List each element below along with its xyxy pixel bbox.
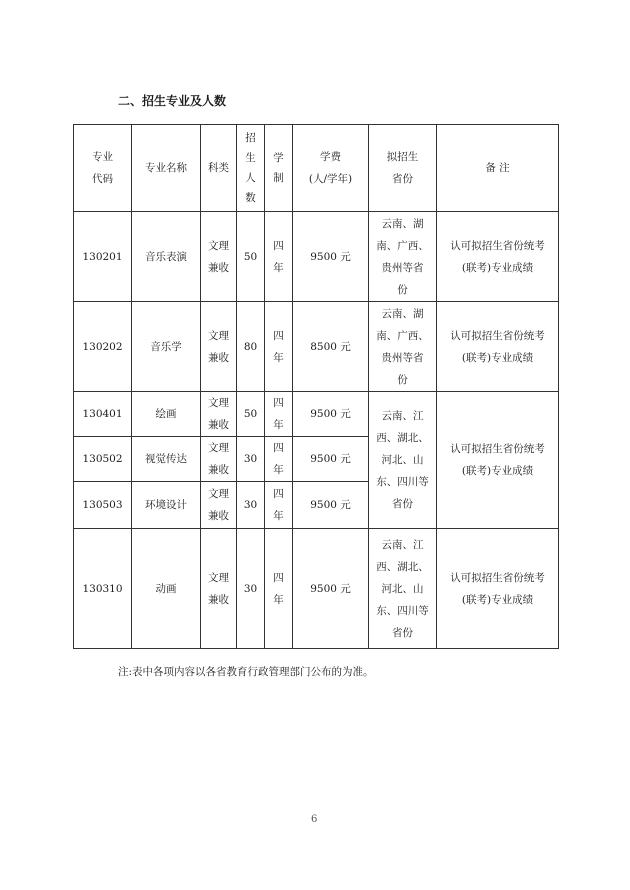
cell-provinces: 云南、江 西、湖北、 河北、山 东、四川等 省份 — [369, 529, 437, 649]
cell-count: 30 — [237, 437, 265, 482]
cell-count: 30 — [237, 482, 265, 529]
page-number: 6 — [311, 814, 318, 825]
cell-category: 文理 兼收 — [201, 392, 237, 437]
table-row — [74, 392, 559, 437]
cell-fee: 9500 元 — [293, 392, 369, 437]
cell-name: 音乐表演 — [132, 212, 201, 302]
cell-category: 文理 兼收 — [201, 437, 237, 482]
cell-provinces: 云南、湖 南、广西、 贵州等省 份 — [369, 212, 437, 302]
cell-category: 文理 兼收 — [201, 529, 237, 649]
cell-name: 动画 — [132, 529, 201, 649]
cell-code: 130503 — [74, 482, 132, 529]
table-header-row — [74, 125, 559, 212]
cell-fee: 9500 元 — [293, 437, 369, 482]
cell-count: 50 — [237, 212, 265, 302]
cell-category: 文理 兼收 — [201, 302, 237, 392]
table-row — [74, 302, 559, 392]
table-row — [74, 212, 559, 302]
cell-remarks: 认可拟招生省份统考 (联考)专业成绩 — [437, 302, 559, 392]
cell-code: 130201 — [74, 212, 132, 302]
cell-duration: 四 年 — [265, 212, 293, 302]
section-title: 二、招生专业及人数 — [118, 94, 227, 108]
cell-remarks-merged: 认可拟招生省份统考 (联考)专业成绩 — [437, 392, 559, 529]
cell-name: 环境设计 — [132, 482, 201, 529]
cell-code: 130401 — [74, 392, 132, 437]
cell-name: 视觉传达 — [132, 437, 201, 482]
cell-fee: 9500 元 — [293, 212, 369, 302]
cell-fee: 9500 元 — [293, 482, 369, 529]
cell-remarks: 认可拟招生省份统考 (联考)专业成绩 — [437, 529, 559, 649]
cell-duration: 四 年 — [265, 437, 293, 482]
admission-table — [73, 124, 559, 649]
cell-fee: 9500 元 — [293, 529, 369, 649]
header-provinces: 拟招生 省份 — [369, 125, 437, 212]
cell-duration: 四 年 — [265, 482, 293, 529]
header-name: 专业名称 — [132, 125, 201, 212]
cell-code: 130310 — [74, 529, 132, 649]
cell-fee: 8500 元 — [293, 302, 369, 392]
cell-duration: 四 年 — [265, 392, 293, 437]
cell-name: 绘画 — [132, 392, 201, 437]
header-category: 科类 — [201, 125, 237, 212]
footnote: 注:表中各项内容以各省教育行政管理部门公布的为准。 — [118, 666, 374, 678]
cell-code: 130502 — [74, 437, 132, 482]
table-row — [74, 529, 559, 649]
cell-remarks: 认可拟招生省份统考 (联考)专业成绩 — [437, 212, 559, 302]
cell-count: 80 — [237, 302, 265, 392]
cell-count: 50 — [237, 392, 265, 437]
header-code: 专业 代码 — [74, 125, 132, 212]
cell-category: 文理 兼收 — [201, 482, 237, 529]
header-fee: 学费 (人/学年) — [293, 125, 369, 212]
header-count: 招 生 人 数 — [237, 125, 265, 212]
cell-name: 音乐学 — [132, 302, 201, 392]
cell-provinces-merged: 云南、江 西、湖北、 河北、山 东、四川等 省份 — [369, 392, 437, 529]
cell-count: 30 — [237, 529, 265, 649]
cell-duration: 四 年 — [265, 302, 293, 392]
cell-provinces: 云南、湖 南、广西、 贵州等省 份 — [369, 302, 437, 392]
cell-code: 130202 — [74, 302, 132, 392]
cell-category: 文理 兼收 — [201, 212, 237, 302]
cell-duration: 四 年 — [265, 529, 293, 649]
header-duration: 学 制 — [265, 125, 293, 212]
header-remarks: 备 注 — [437, 125, 559, 212]
